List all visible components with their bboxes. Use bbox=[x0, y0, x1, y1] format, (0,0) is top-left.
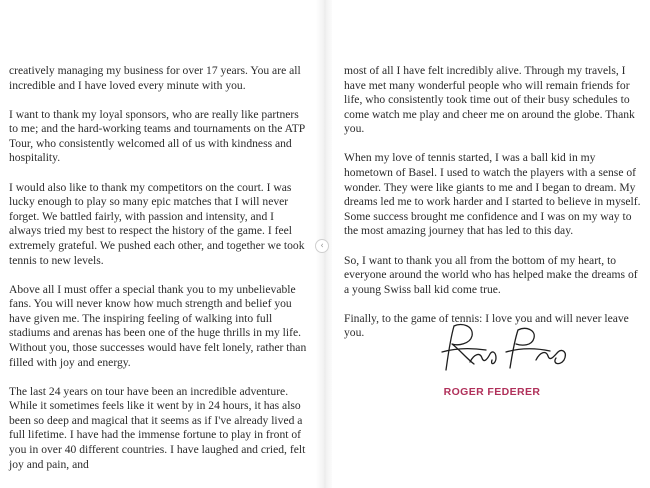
right-paragraph-2: When my love of tennis started, I was a ball kid in my hometown of Basel. I used to watch the players with a sense of wonder. They were like giants to me and I began to dream. My dreams led me to work harder and I started to believe in myself. Some success brought me confidence and I was on my way to the most amazing journey that has led to this day. bbox=[344, 151, 641, 238]
left-paragraph-3: I would also like to thank my competitors on the court. I was lucky enough to play so many epic matches that I will never forget. We battled fairly, with passion and intensity, and I always tried my best to respect the history of the game. I feel extremely grateful. We pushed each other, and together we took tennis to new levels. bbox=[9, 180, 305, 267]
left-paragraph-4: Above all I must offer a special thank you to my unbelievable fans. You will never know how much strength and belief you have given me. The inspiring feeling of walking into full stadiums and arenas has been one of the huge thrills in my life. Without you, those successes would have felt lonely, rather than filled with joy and energy. bbox=[9, 282, 307, 369]
right-paragraph-4: Finally, to the game of tennis: I love you and will never leave you. bbox=[344, 311, 629, 340]
right-paragraph-1: most of all I have felt incredibly alive. Through my travels, I have met many wonderful people who will remain friends for life, who consistently took time out of their busy schedules to come watch me play and cheer me on around the globe. Thank you. bbox=[344, 64, 635, 136]
left-paragraph-2: I want to thank my loyal sponsors, who are really like partners to me; and the hard-working teams and tournaments on the ATP Tour, who consistently welcomed all of us with kindness and hospitality. bbox=[9, 107, 305, 165]
right-paragraph-3: So, I want to thank you all from the bottom of my heart, to everyone around the world who has helped make the dreams of a young Swiss ball kid come true. bbox=[344, 253, 638, 296]
left-page bbox=[0, 0, 318, 488]
chevron-left-icon: ‹ bbox=[320, 240, 324, 251]
signature-name: ROGER FEDERER bbox=[443, 386, 541, 398]
previous-page-button[interactable] bbox=[315, 239, 329, 253]
right-page bbox=[332, 0, 650, 488]
handwritten-signature-icon bbox=[440, 318, 580, 380]
left-paragraph-5: The last 24 years on tour have been an incredible adventure. While it sometimes feels like it went by in 24 hours, it has also been so deep and magical that it seems as if I've already lived a full lifetime. I have had the immense fortune to play in front of you in over 40 different countries. I have laughed and cried, felt joy and pain, and bbox=[9, 384, 306, 471]
left-paragraph-1: creatively managing my business for over 17 years. You are all incredible and I have loved every minute with you. bbox=[9, 64, 301, 92]
